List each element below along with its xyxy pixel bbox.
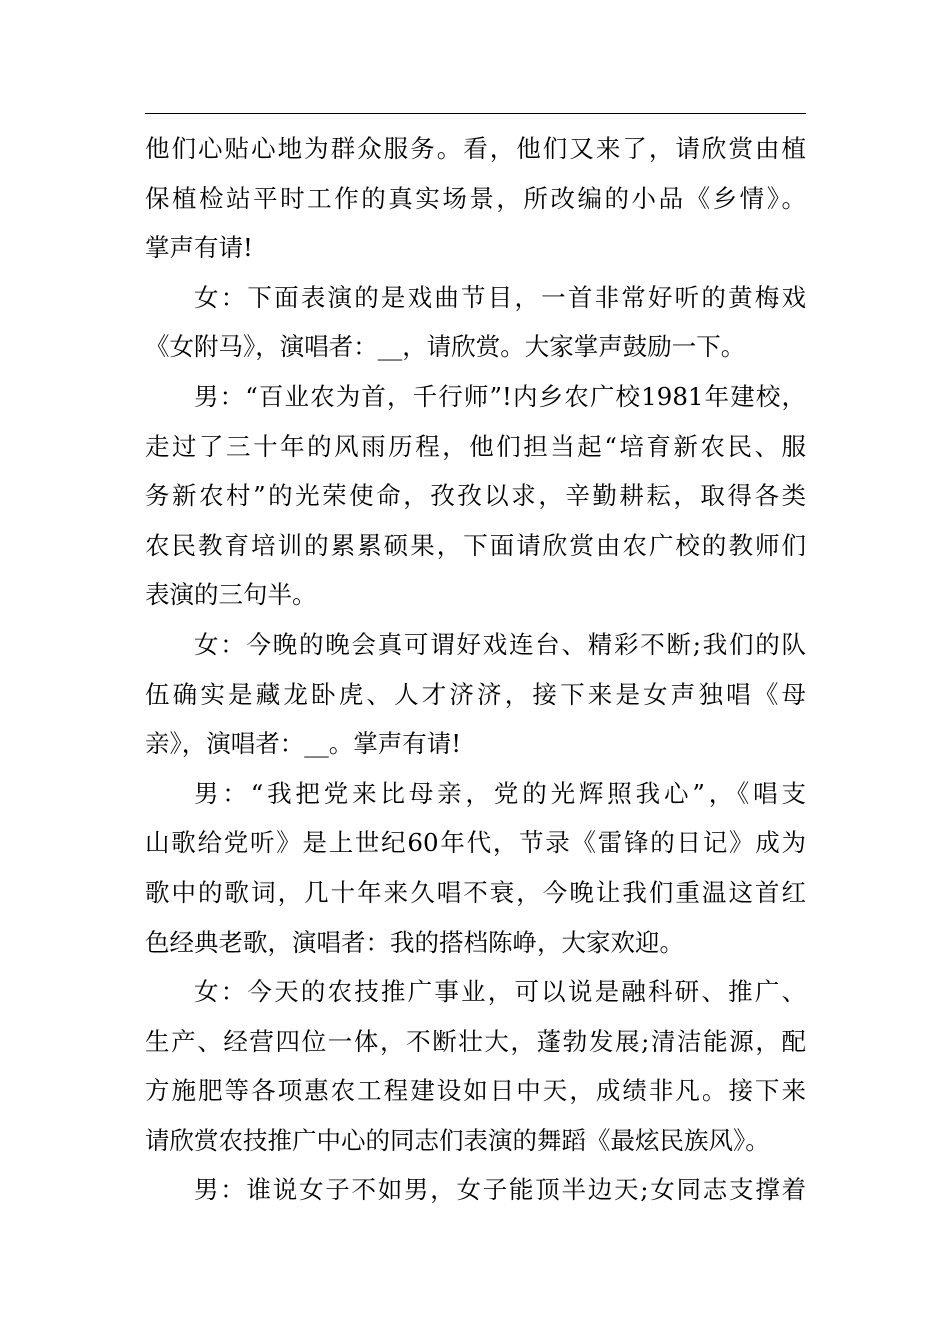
text-line: 男：谁说女子不如男，女子能顶半边天;女同志支撑着: [194, 1175, 806, 1205]
text-line: 伍确实是藏龙卧虎、人才济济，接下来是女声独唱《母: [145, 679, 806, 709]
text-line: 掌声有请!: [145, 233, 253, 263]
text-line: 女：今晚的晚会真可谓好戏连台、精彩不断;我们的队: [194, 629, 806, 659]
text-line: 表演的三句半。: [145, 580, 317, 610]
text-line: 色经典老歌，演唱者：我的搭档陈峥，大家欢迎。: [145, 927, 684, 957]
text-line: 保植检站平时工作的真实场景，所改编的小品《乡情》。: [145, 183, 806, 213]
text-line: 他们心贴心地为群众服务。看，他们又来了，请欣赏由植: [145, 134, 806, 163]
text-line: 农民教育培训的累累硕果，下面请欣赏由农广校的教师们: [145, 530, 806, 560]
body-text: [145, 124, 806, 1215]
text-line: 山歌给党听》是上世纪60年代，节录《雷锋的日记》成为: [145, 828, 806, 858]
header-rule: [145, 113, 806, 114]
text-line: 走过了三十年的风雨历程，他们担当起“培育新农民、服: [145, 431, 806, 461]
text-line: 务新农村”的光荣使命，孜孜以求，辛勤耕耘，取得各类: [145, 481, 806, 511]
text-line: 歌中的歌词，几十年来久唱不衰，今晚让我们重温这首红: [145, 877, 806, 907]
text-line: 《女附马》，演唱者：__，请欣赏。大家掌声鼓励一下。: [145, 332, 746, 362]
text-line: 请欣赏农技推广中心的同志们表演的舞蹈《最炫民族风》。: [145, 1125, 770, 1155]
text-line: 生产、经营四位一体，不断壮大，蓬勃发展;清洁能源，配: [145, 1026, 806, 1056]
text-line: 亲》，演唱者：__。掌声有请!: [145, 729, 462, 759]
text-line: 方施肥等各项惠农工程建设如日中天，成绩非凡。接下来: [145, 1076, 806, 1106]
text-line: 女：今天的农技推广事业，可以说是融科研、推广、: [194, 977, 806, 1007]
text-line: 女：下面表演的是戏曲节目，一首非常好听的黄梅戏: [194, 282, 806, 312]
text-line: 男：“百业农为首，千行师”!内乡农广校1981年建校，: [194, 381, 806, 411]
text-line: 男：“我把党来比母亲，党的光辉照我心”，《唱支: [194, 778, 806, 808]
